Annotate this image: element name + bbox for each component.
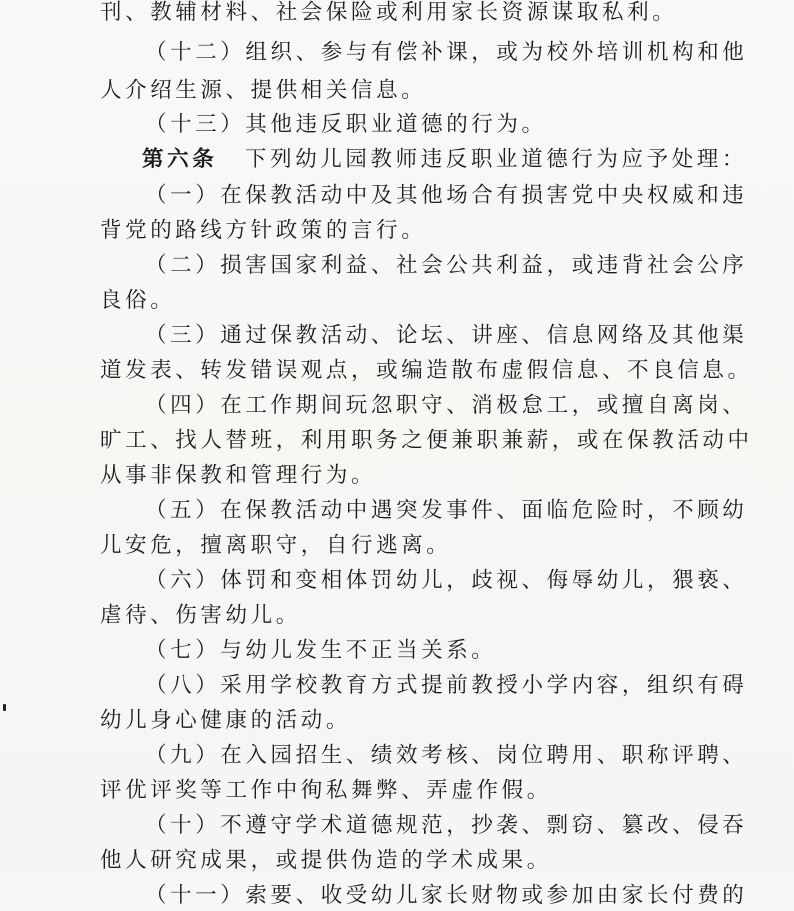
article-label: 第六条 — [142, 147, 218, 172]
text-line: （六）体罚和变相体罚幼儿，歧视、侮辱幼儿，猥亵、 — [145, 568, 748, 593]
text-line: 旷工、找人替班，利用职务之便兼职兼薪，或在保教活动中 — [100, 428, 753, 453]
text-line: 儿安危，擅离职守，自行逃离。 — [100, 533, 452, 558]
text-line: （二）损害国家利益、社会公共利益，或违背社会公序 — [145, 253, 748, 278]
text-line: 从事非保教和管理行为。 — [100, 463, 377, 488]
text-line: （三）通过保教活动、论坛、讲座、信息网络及其他渠 — [145, 323, 748, 348]
text-line: 背党的路线方针政策的言行。 — [100, 218, 427, 243]
text-line: （四）在工作期间玩忽职守、消极怠工，或擅自离岗、 — [145, 393, 748, 418]
text-line: 他人研究成果，或提供伪造的学术成果。 — [100, 848, 552, 873]
text-line: 刊、教辅材料、社会保险或利用家长资源谋取私利。 — [100, 0, 678, 25]
text-line: （一）在保教活动中及其他场合有损害党中央权威和违 — [145, 183, 748, 208]
text-line: （十三）其他违反职业道德的行为。 — [145, 112, 547, 137]
text-line: 人介绍生源、提供相关信息。 — [100, 78, 427, 103]
text-line: （八）采用学校教育方式提前教授小学内容，组织有碍 — [145, 673, 748, 698]
text-line: （五）在保教活动中遇突发事件、面临危险时，不顾幼 — [145, 498, 748, 523]
text-line: 道发表、转发错误观点，或编造散布虚假信息、不良信息。 — [100, 358, 753, 383]
text-line: （十）不遵守学术道德规范，抄袭、剽窃、篡改、侵吞 — [145, 813, 748, 838]
text-line: 评优评奖等工作中徇私舞弊、弄虚作假。 — [100, 778, 552, 803]
text-line: （十二）组织、参与有偿补课，或为校外培训机构和他 — [145, 40, 748, 65]
text-line: 虐待、伤害幼儿。 — [100, 603, 301, 628]
article-heading: 下列幼儿园教师违反职业道德行为应予处理： — [245, 147, 748, 172]
text-line: （七）与幼儿发生不正当关系。 — [145, 638, 497, 663]
text-line: 幼儿身心健康的活动。 — [100, 708, 352, 733]
text-line: 良俗。 — [100, 288, 176, 313]
text-line: （十一）索要、收受幼儿家长财物或参加由家长付费的 — [145, 883, 748, 908]
text-line: （九）在入园招生、绩效考核、岗位聘用、职称评聘、 — [145, 743, 748, 768]
